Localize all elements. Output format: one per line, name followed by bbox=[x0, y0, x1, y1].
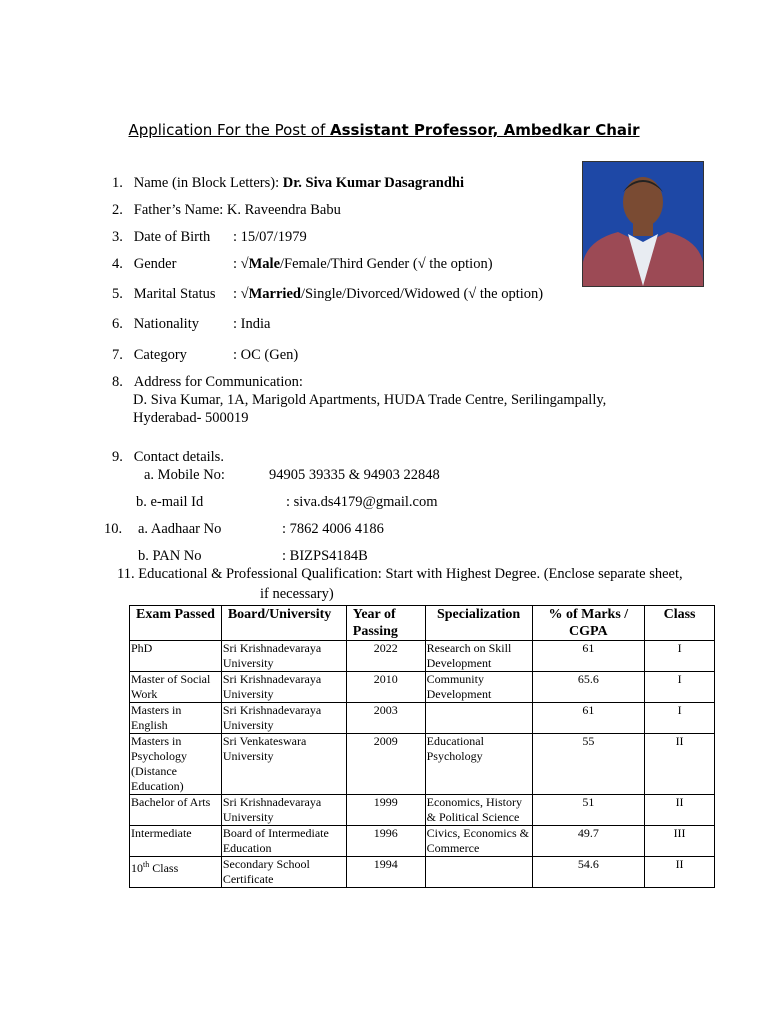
table-header-row bbox=[130, 606, 715, 641]
cell-year: 2010 bbox=[346, 672, 425, 703]
cell-year: 2022 bbox=[346, 641, 425, 672]
field-nationality: 6. Nationality bbox=[112, 316, 199, 332]
pan-label: b. PAN No bbox=[138, 548, 202, 564]
cell-year: 1999 bbox=[346, 795, 425, 826]
cell-marks: 51 bbox=[532, 795, 645, 826]
cell-marks: 65.6 bbox=[532, 672, 645, 703]
table-row bbox=[130, 703, 715, 734]
field-father-name: 2. Father’s Name: K. Raveendra Babu bbox=[112, 202, 341, 218]
pan-value: : BIZPS4184B bbox=[282, 548, 368, 564]
cell-marks: 49.7 bbox=[532, 826, 645, 857]
cell-class: I bbox=[645, 672, 715, 703]
cell-specialization: Community Development bbox=[425, 672, 532, 703]
cell-specialization: Research on Skill Development bbox=[425, 641, 532, 672]
cell-exam: Bachelor of Arts bbox=[130, 795, 222, 826]
table-row bbox=[130, 795, 715, 826]
aadhaar-label: a. Aadhaar No bbox=[138, 521, 222, 537]
education-table bbox=[129, 605, 715, 888]
address-line-2: Hyderabad- 500019 bbox=[133, 410, 249, 426]
email-label: b. e-mail Id bbox=[136, 494, 204, 510]
field-nationality-value: : India bbox=[233, 316, 271, 332]
cell-specialization: Educational Psychology bbox=[425, 734, 532, 795]
table-row bbox=[130, 672, 715, 703]
header-class: Class bbox=[645, 606, 715, 641]
cell-specialization bbox=[425, 703, 532, 734]
cell-board: Secondary School Certificate bbox=[221, 857, 346, 888]
table-row bbox=[130, 826, 715, 857]
aadhaar-value: : 7862 4006 4186 bbox=[282, 521, 384, 537]
cell-class: I bbox=[645, 703, 715, 734]
applicant-photo bbox=[582, 161, 704, 287]
cell-exam: 10th Class bbox=[130, 857, 222, 888]
cell-board: Sri Venkateswara University bbox=[221, 734, 346, 795]
cell-class: II bbox=[645, 857, 715, 888]
field-contact-details: 9. Contact details. bbox=[112, 449, 224, 465]
cell-exam: Masters in English bbox=[130, 703, 222, 734]
cell-board: Sri Krishnadevaraya University bbox=[221, 795, 346, 826]
field-qualification: 11. Educational & Professional Qualification: Start with Highest Degree. (Enclose separate sheet, bbox=[117, 566, 683, 582]
header-board-university: Board/University bbox=[221, 606, 346, 641]
field-date-of-birth-value: : 15/07/1979 bbox=[233, 229, 307, 245]
cell-class: II bbox=[645, 795, 715, 826]
mobile-value: 94905 39335 & 94903 22848 bbox=[269, 467, 440, 483]
cell-board: Sri Krishnadevaraya University bbox=[221, 672, 346, 703]
cell-marks: 61 bbox=[532, 703, 645, 734]
cell-board: Sri Krishnadevaraya University bbox=[221, 641, 346, 672]
header-specialization: Specialization bbox=[425, 606, 532, 641]
cell-year: 2009 bbox=[346, 734, 425, 795]
email-value: : siva.ds4179@gmail.com bbox=[286, 494, 438, 510]
mobile-label: a. Mobile No: bbox=[144, 467, 225, 483]
table-row bbox=[130, 641, 715, 672]
field-marital-status-value: : √Married/Single/Divorced/Widowed (√ the option) bbox=[233, 286, 544, 302]
table-row bbox=[130, 857, 715, 888]
cell-class: I bbox=[645, 641, 715, 672]
field-category-value: : OC (Gen) bbox=[233, 347, 299, 363]
cell-specialization bbox=[425, 857, 532, 888]
cell-exam: PhD bbox=[130, 641, 222, 672]
cell-specialization: Economics, History & Political Science bbox=[425, 795, 532, 826]
cell-marks: 54.6 bbox=[532, 857, 645, 888]
header-year-of-passing: Year of Passing bbox=[346, 606, 425, 641]
cell-year: 2003 bbox=[346, 703, 425, 734]
header-marks-cgpa: % of Marks / CGPA bbox=[532, 606, 645, 641]
field-gender-value: : √Male/Female/Third Gender (√ the option) bbox=[233, 256, 493, 272]
cell-year: 1994 bbox=[346, 857, 425, 888]
qualification-line-2: if necessary) bbox=[260, 586, 334, 602]
cell-exam: Masters in Psychology (Distance Education) bbox=[130, 734, 222, 795]
cell-board: Sri Krishnadevaraya University bbox=[221, 703, 346, 734]
field-name: 1. Name (in Block Letters): Dr. Siva Kumar Dasagrandhi bbox=[112, 175, 465, 191]
cell-marks: 61 bbox=[532, 641, 645, 672]
field-ids-number: 10. bbox=[104, 521, 123, 537]
table-row bbox=[130, 734, 715, 795]
cell-exam: Intermediate bbox=[130, 826, 222, 857]
cell-year: 1996 bbox=[346, 826, 425, 857]
field-gender: 4. Gender bbox=[112, 256, 177, 272]
field-marital-status: 5. Marital Status bbox=[112, 286, 216, 302]
cell-board: Board of Intermediate Education bbox=[221, 826, 346, 857]
cell-exam: Master of Social Work bbox=[130, 672, 222, 703]
field-category: 7. Category bbox=[112, 347, 187, 363]
page-title: Application For the Post of Assistant Professor, Ambedkar Chair bbox=[128, 121, 640, 139]
cell-class: III bbox=[645, 826, 715, 857]
cell-specialization: Civics, Economics & Commerce bbox=[425, 826, 532, 857]
field-date-of-birth: 3. Date of Birth bbox=[112, 229, 211, 245]
header-exam-passed: Exam Passed bbox=[130, 606, 222, 641]
cell-class: II bbox=[645, 734, 715, 795]
address-line-1: D. Siva Kumar, 1A, Marigold Apartments, HUDA Trade Centre, Serilingampally, bbox=[133, 392, 607, 408]
field-address: 8. Address for Communication: bbox=[112, 374, 303, 390]
cell-marks: 55 bbox=[532, 734, 645, 795]
